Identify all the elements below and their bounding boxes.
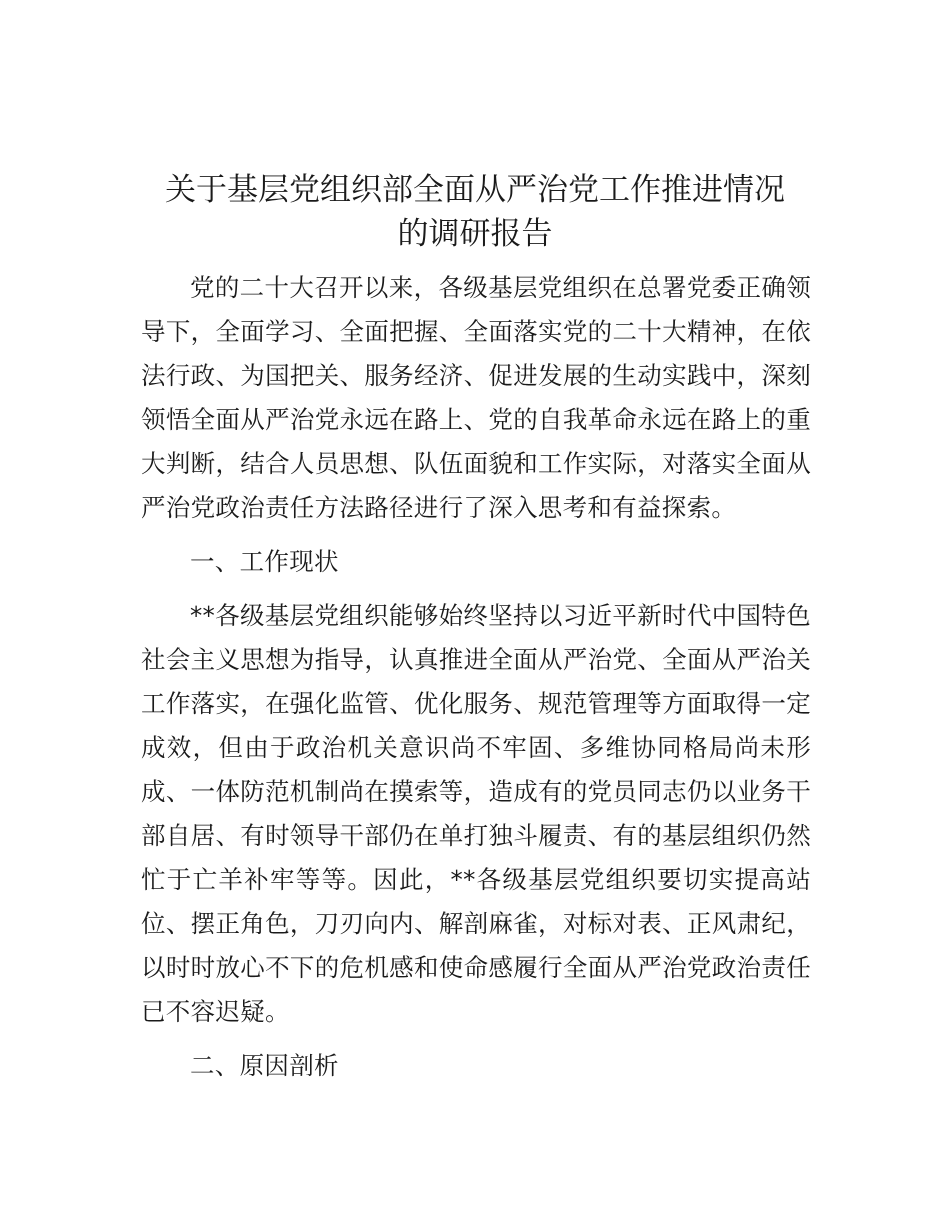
intro-paragraph: 党的二十大召开以来，各级基层党组织在总署党委正确领导下，全面学习、全面把握、全面落实党的二十大精神，在依法行政、为国把关、服务经济、促进发展的生动实践中，深刻领悟全面从严治党永远在路上、党的自我革命永远在路上的重大判断，结合人员思想、队伍面貌和工作实际，对落实全面从严治党政治责任方法路径进行了深入思考和有益探索。	[141, 273, 811, 522]
document-title-line-2: 的调研报告	[397, 216, 553, 252]
section-heading-current-status: 一、工作现状	[190, 547, 339, 576]
section-heading-cause-analysis: 二、原因剖析	[190, 1051, 339, 1080]
current-status-paragraph: **各级基层党组织能够始终坚持以习近平新时代中国特色社会主义思想为指导，认真推进全面从严治党、全面从严治关工作落实，在强化监管、优化服务、规范管理等方面取得一定成效，但由于政治机关意识尚不牢固、多维协同格局尚未形成、一体防范机制尚在摸索等，造成有的党员同志仍以业务干部自居、有时领导干部仍在单打独斗履责、有的基层组织仍然忙于亡羊补牢等等。因此，**各级基层党组织要切实提高站位、摆正角色，刀刃向内、解剖麻雀，对标对表、正风肃纪，以时时放心不下的危机感和使命感履行全面从严治党政治责任已不容迟疑。	[141, 601, 811, 1026]
document-body	[141, 266, 811, 1088]
document-title-line-1: 关于基层党组织部全面从严治党工作推进情况	[165, 172, 785, 208]
